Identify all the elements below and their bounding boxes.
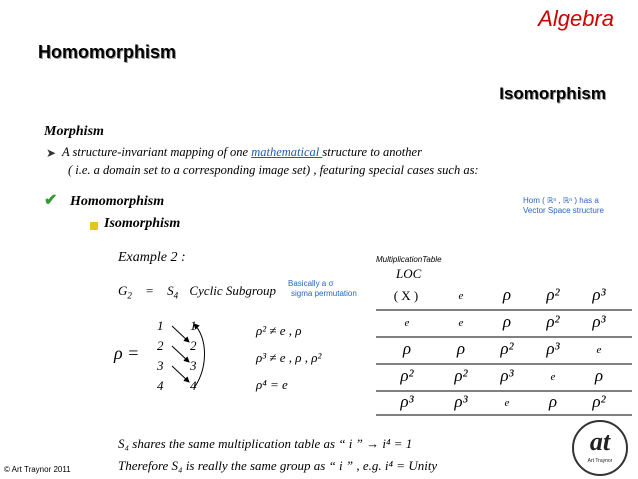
perm-right-1: 1 bbox=[190, 318, 197, 333]
sub-homomorphism: Homomorphism bbox=[70, 194, 165, 209]
logo-caption: Art Traynor bbox=[587, 458, 613, 464]
homomorphism-heading: Homomorphism bbox=[38, 42, 177, 62]
sigma-note-line1: Basically a σ bbox=[288, 279, 334, 288]
copyright: © Art Traynor 2011 bbox=[4, 465, 71, 474]
relation-1: ρ² ≠ e , ρ bbox=[256, 323, 302, 338]
table-cell: e bbox=[596, 344, 602, 356]
definition-text-b: structure to another bbox=[322, 145, 422, 159]
logo-text: at bbox=[589, 427, 611, 456]
permutation-arrows bbox=[160, 318, 210, 398]
perm-right-2: 2 bbox=[190, 338, 197, 353]
art-traynor-logo bbox=[572, 420, 628, 476]
table-cell: e bbox=[504, 397, 510, 409]
s-label: S bbox=[167, 283, 174, 298]
hom-note-line2: Vector Space structure bbox=[523, 206, 604, 215]
relation-3: ρ⁴ = e bbox=[256, 377, 288, 392]
row-label: ρ² bbox=[400, 366, 414, 385]
sub-isomorphism: Isomorphism bbox=[104, 216, 181, 231]
hom-vector-space-note bbox=[523, 196, 635, 216]
morphism-definition bbox=[62, 145, 422, 160]
rho-equals: ρ = bbox=[114, 343, 140, 363]
equals-sign: = bbox=[145, 283, 154, 298]
multiplication-table-title: MultiplicationTable bbox=[376, 255, 442, 264]
perm-right-4: 4 bbox=[190, 378, 197, 393]
check-bullet-icon: ✔ bbox=[44, 192, 58, 209]
table-cell: ρ² bbox=[546, 312, 560, 331]
table-cell: e bbox=[458, 317, 464, 329]
op-label: ( X ) bbox=[393, 288, 419, 303]
arrow-bullet-icon: ➤ bbox=[46, 146, 57, 160]
table-cell: ρ³ bbox=[546, 339, 560, 358]
morphism-label: Morphism bbox=[44, 124, 104, 139]
mathematical-link[interactable]: mathematical bbox=[251, 145, 323, 159]
row-label: e bbox=[404, 317, 410, 329]
row-label: ρ³ bbox=[400, 392, 414, 411]
statement-1: S₄ shares the same multiplication table as “ i ” → i⁴ = 1 bbox=[118, 436, 413, 451]
perm-left-4: 4 bbox=[157, 378, 164, 393]
header-cell: ρ bbox=[502, 285, 512, 304]
g-label: G bbox=[118, 283, 128, 298]
header-cell: e bbox=[458, 290, 464, 302]
table-cell: ρ² bbox=[592, 392, 606, 411]
group-definition bbox=[118, 283, 276, 301]
cyclic-subgroup-text: Cyclic Subgroup bbox=[189, 283, 276, 298]
hom-note-line1: Hom ( ℝⁿ , ℝⁿ ) has a bbox=[523, 196, 599, 205]
table-cell: ρ² bbox=[454, 366, 468, 385]
definition-text-a: A structure-invariant mapping of one bbox=[62, 145, 252, 159]
table-cell: ρ bbox=[548, 392, 558, 411]
s-subscript: 4 bbox=[173, 290, 179, 301]
table-cell: ρ³ bbox=[500, 366, 514, 385]
table-cell: ρ³ bbox=[592, 312, 606, 331]
table-cell: ρ bbox=[594, 366, 604, 385]
g-subscript: 2 bbox=[127, 290, 132, 301]
perm-left-2: 2 bbox=[157, 338, 164, 353]
algebra-title: Algebra bbox=[538, 6, 614, 31]
table-cell: ρ bbox=[456, 339, 466, 358]
perm-left-1: 1 bbox=[157, 318, 164, 333]
example-title: Example 2 : bbox=[118, 250, 186, 265]
relation-2: ρ³ ≠ e , ρ , ρ² bbox=[256, 350, 322, 365]
loc-label: LOC bbox=[396, 266, 422, 281]
table-cell: e bbox=[550, 371, 556, 383]
statement-2: Therefore S₄ is really the same group as “ i ” , e.g. i⁴ = Unity bbox=[118, 458, 438, 473]
row-label: ρ bbox=[402, 339, 412, 358]
isomorphism-heading: Isomorphism bbox=[499, 84, 606, 103]
multiplication-table bbox=[376, 282, 632, 416]
morphism-definition-line2: ( i.e. a domain set to a corresponding image set) , featuring special cases such as: bbox=[68, 163, 479, 177]
header-cell: ρ² bbox=[546, 285, 560, 304]
table-cell: ρ² bbox=[500, 339, 514, 358]
perm-left-3: 3 bbox=[157, 358, 164, 373]
sigma-note bbox=[288, 279, 378, 299]
table-cell: ρ³ bbox=[454, 392, 468, 411]
header-cell: ρ³ bbox=[592, 285, 606, 304]
square-bullet-icon bbox=[90, 222, 98, 230]
table-cell: ρ bbox=[502, 312, 512, 331]
perm-right-3: 3 bbox=[190, 358, 197, 373]
sigma-note-line2: sigma permutation bbox=[291, 289, 357, 298]
